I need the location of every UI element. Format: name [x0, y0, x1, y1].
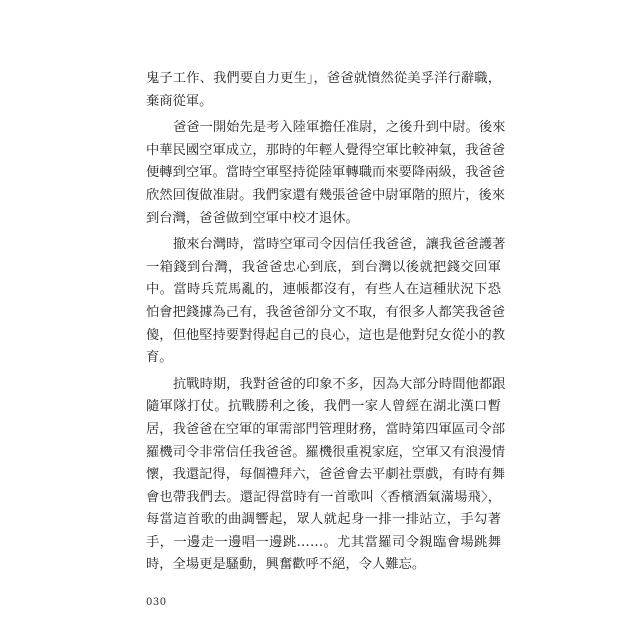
text-line: 抗戰時期，我對爸爸的印象不多，因為大部分時間他都跟: [173, 376, 506, 392]
text-line: 羅機司令非常信任我爸爸。羅機很重視家庭，空軍又有浪漫情: [146, 444, 506, 460]
text-line: 居，我爸爸在空軍的軍需部門管理財務，當時第四軍區司令部: [146, 421, 506, 437]
paragraph-3: [146, 234, 506, 370]
paragraph-4: [146, 374, 506, 577]
text-line: 懷，我還記得，每個禮拜六，爸爸會去平劇社票戲，有時有舞: [146, 467, 506, 483]
text-line: 爸爸一開始先是考入陸軍擔任准尉，之後升到中尉。後來: [173, 120, 506, 136]
text-line: 中。當時兵荒馬亂的，連帳都沒有，有些人在這種狀況下恐: [146, 282, 501, 298]
text-line: 時，全場更是騷動，興奮歡呼不絕，令人難忘。: [146, 557, 426, 573]
text-line: 怕會把錢據為己有，我爸爸卻分文不取，有很多人都笑我爸爸: [146, 304, 506, 320]
text-line: 欣然回復做准尉。我們家還有幾張爸爸中尉軍階的照片，後來: [146, 187, 506, 203]
text-line: 會也帶我們去。還記得當時有一首歌叫〈香檳酒氣滿場飛〉，: [146, 489, 501, 505]
text-line: 一箱錢到台灣，我爸爸忠心到底，到台灣以後就把錢交回軍: [146, 259, 501, 275]
page-number: 030: [146, 597, 167, 608]
text-line: 育。: [146, 350, 173, 366]
text-line: 鬼子工作、我們要自力更生」，爸爸就憤然從美孚洋行辭職，: [146, 71, 501, 86]
text-line: 中華民國空軍成立，那時的年輕人覺得空軍比較神氣，我爸爸: [146, 142, 506, 158]
text-line: 撤來台灣時，當時空軍司令因信任我爸爸，讓我爸爸護著: [173, 237, 506, 253]
text-line: 每當這首歌的曲調響起，眾人就起身一排一排站立，手勾著: [146, 512, 501, 528]
text-line: 便轉到空軍。當時空軍堅持從陸軍轉職而來要降兩級，我爸爸: [146, 165, 506, 181]
text-line: 棄商從軍。: [146, 93, 213, 109]
paragraph-2: [146, 117, 506, 230]
text-line: 隨軍隊打仗。抗戰勝利之後，我們一家人曾經在湖北漢口暫: [146, 399, 501, 415]
paragraph-1: [146, 68, 501, 113]
body-text: [146, 68, 506, 577]
text-line: 傻，但他堅持要對得起自己的良心，這也是他對兒女從小的教: [146, 327, 506, 343]
text-line: 手，一邊走一邊唱一邊跳……。尤其當羅司令親臨會場跳舞: [146, 534, 501, 550]
text-line: 到台灣，爸爸做到空軍中校才退休。: [146, 210, 359, 226]
